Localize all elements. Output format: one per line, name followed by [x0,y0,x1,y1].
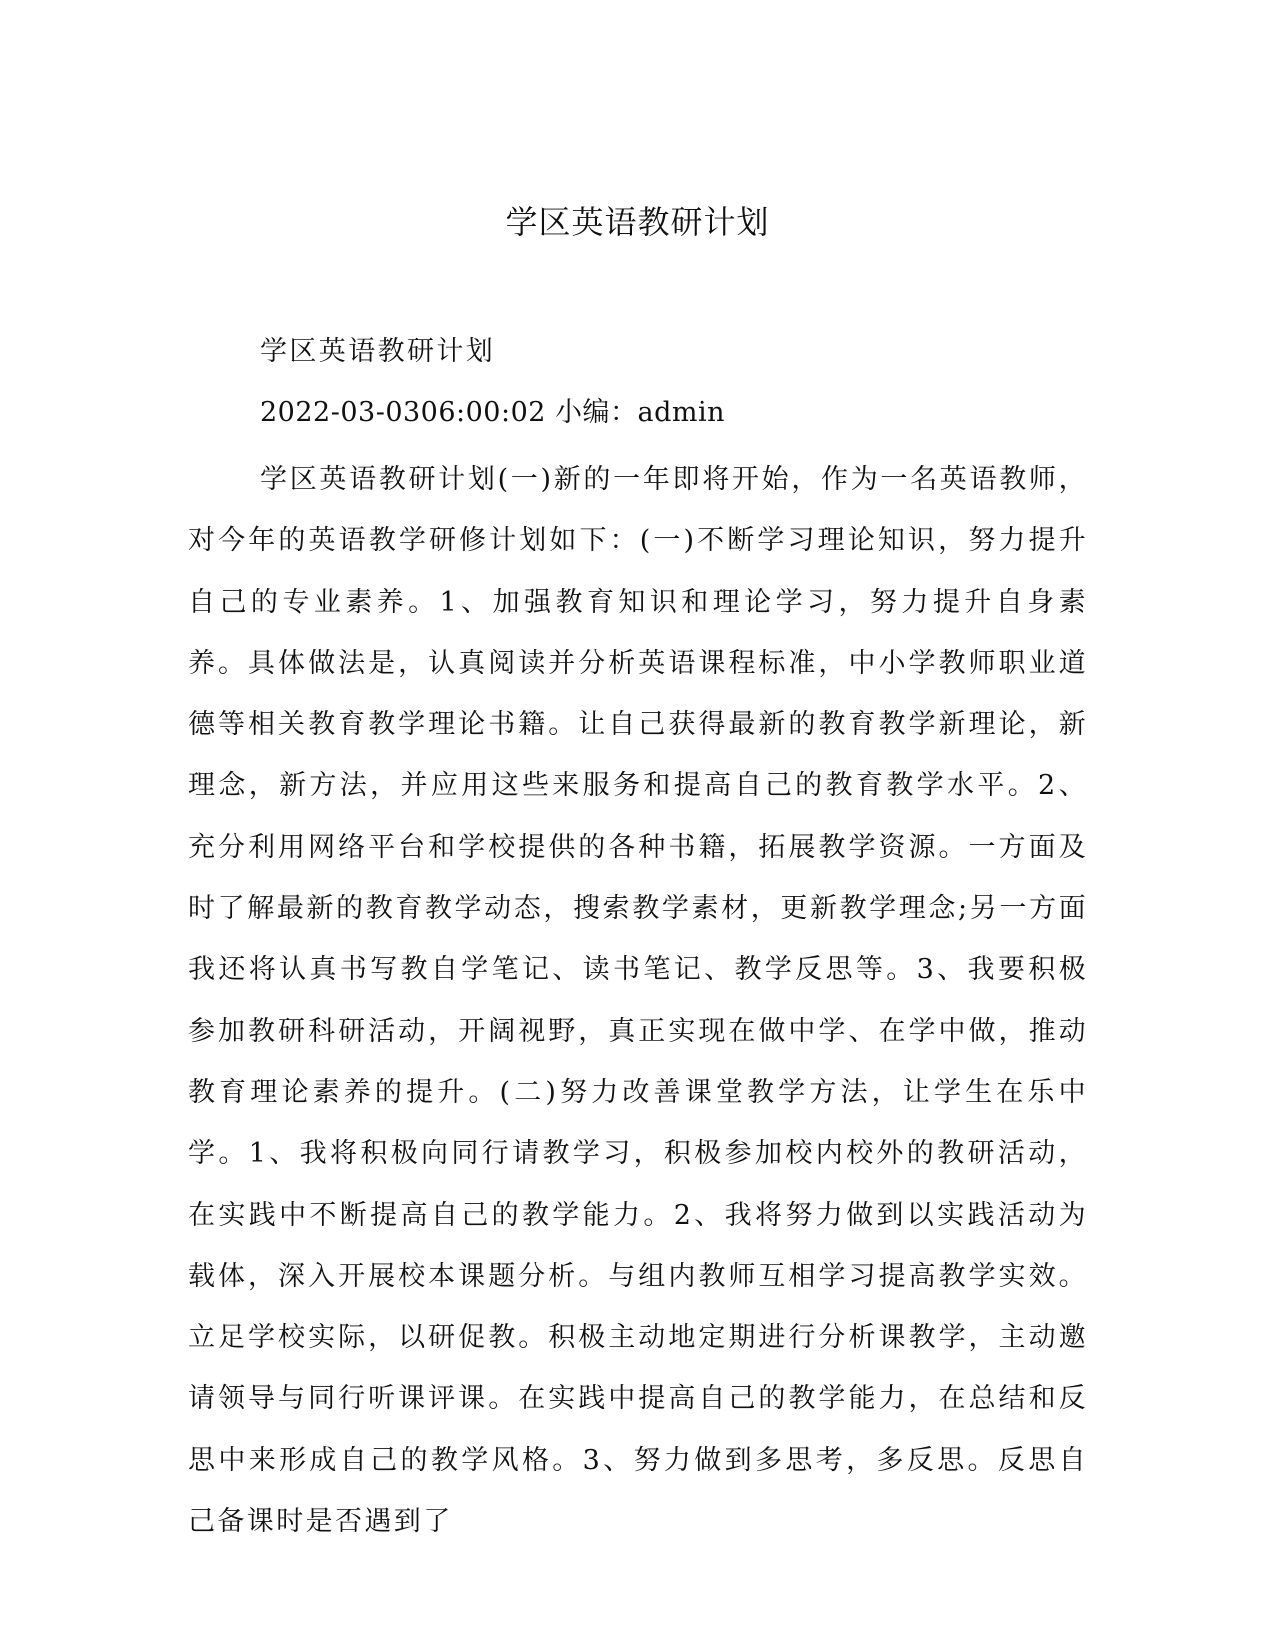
document-title: 学区英语教研计划 [505,203,770,241]
date-author-line: 2022-03-0306:00:02 小编：admin [260,397,726,428]
body-paragraph: 学区英语教研计划(一)新的一年即将开始，作为一名英语教师，对今年的英语教学研修计划如下：(一)不断学习理论知识，努力提升自己的专业素养。1、加强教育知识和理论学习，努力提升自身素养。具体做法是，认真阅读并分析英语课程标准，中小学教师职业道德等相关教育教学理论书籍。让自己获得最新的教育教学新理论，新理念，新方法，并应用这些来服务和提高自己的教育教学水平。2、充分利用网络平台和学校提供的各种书籍，拓展教学资源。一方面及时了解最新的教育教学动态，搜索教学素材，更新教学理念;另一方面我还将认真书写教自学笔记、读书笔记、教学反思等。3、我要积极参加教研科研活动，开阔视野，真正实现在做中学、在学中做，推动教育理论素养的提升。(二)努力改善课堂教学方法，让学生在乐中学。1、我将积极向同行请教学习，积极参加校内校外的教研活动，在实践中不断提高自己的教学能力。2、我将努力做到以实践活动为载体，深入开展校本课题分析。与组内教师互相学习提高教学实效。立足学校实际，以研促教。积极主动地定期进行分析课教学，主动邀请领导与同行听课评课。在实践中提高自己的教学能力，在总结和反思中来形成自己的教学风格。3、努力做到多思考，多反思。反思自己备课时是否遇到了 [188,464,1088,1538]
document-subtitle: 学区英语教研计划 [260,336,496,367]
document-content [188,329,1088,1552]
